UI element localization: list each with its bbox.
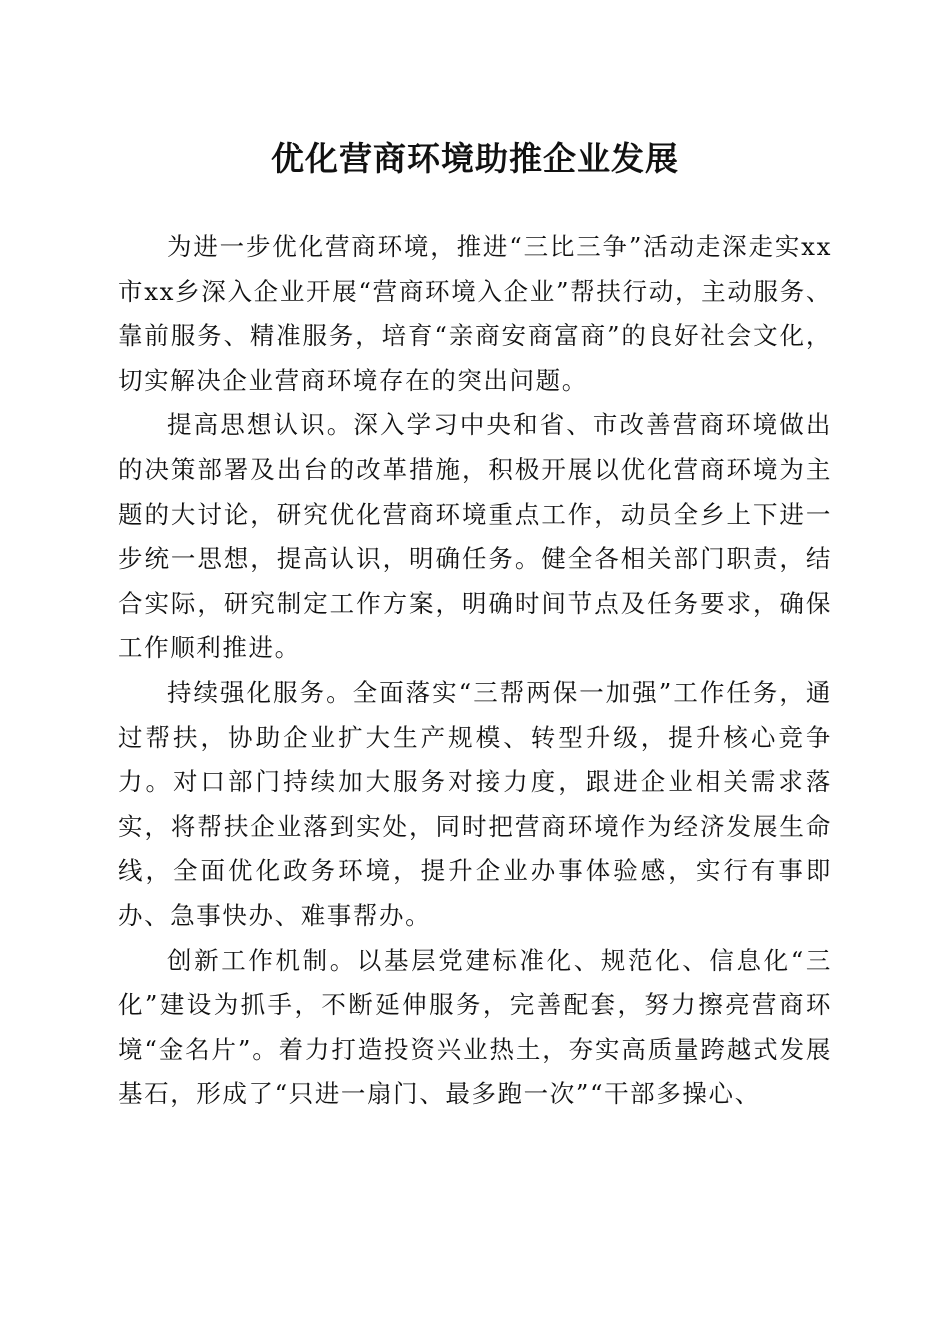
document-body (118, 225, 832, 1117)
paragraph-service: 持续强化服务。全面落实“三帮两保一加强”工作任务，通过帮扶，协助企业扩大生产规模、转型升级，提升核心竞争力。对口部门持续加大服务对接力度，跟进企业相关需求落实，将帮扶企业落到实处，同时把营商环境作为经济发展生命线，全面优化政务环境，提升企业办事体验感，实行有事即办、急事快办、难事帮办。 (118, 677, 832, 930)
document-title: 优化营商环境助推企业发展 (271, 139, 679, 178)
paragraph-thinking: 提高思想认识。深入学习中央和省、市改善营商环境做出的决策部署及出台的改革措施，积极开展以优化营商环境为主题的大讨论，研究优化营商环境重点工作，动员全乡上下进一步统一思想，提高认识，明确任务。健全各相关部门职责，结合实际，研究制定工作方案，明确时间节点及任务要求，确保工作顺利推进。 (118, 410, 832, 663)
paragraph-mechanism: 创新工作机制。以基层党建标准化、规范化、信息化“三化”建设为抓手，不断延伸服务，完善配套，努力擦亮营商环境“金名片”。着力打造投资兴业热土，夯实高质量跨越式发展基石，形成了“只进一扇门、最多跑一次”“干部多操心、 (118, 945, 832, 1109)
paragraph-intro: 为进一步优化营商环境，推进“三比三争”活动走深走实xx市xx乡深入企业开展“营商环境入企业”帮扶行动，主动服务、靠前服务、精准服务，培育“亲商安商富商”的良好社会文化，切实解决企业营商环境存在的突出问题。 (118, 232, 832, 395)
